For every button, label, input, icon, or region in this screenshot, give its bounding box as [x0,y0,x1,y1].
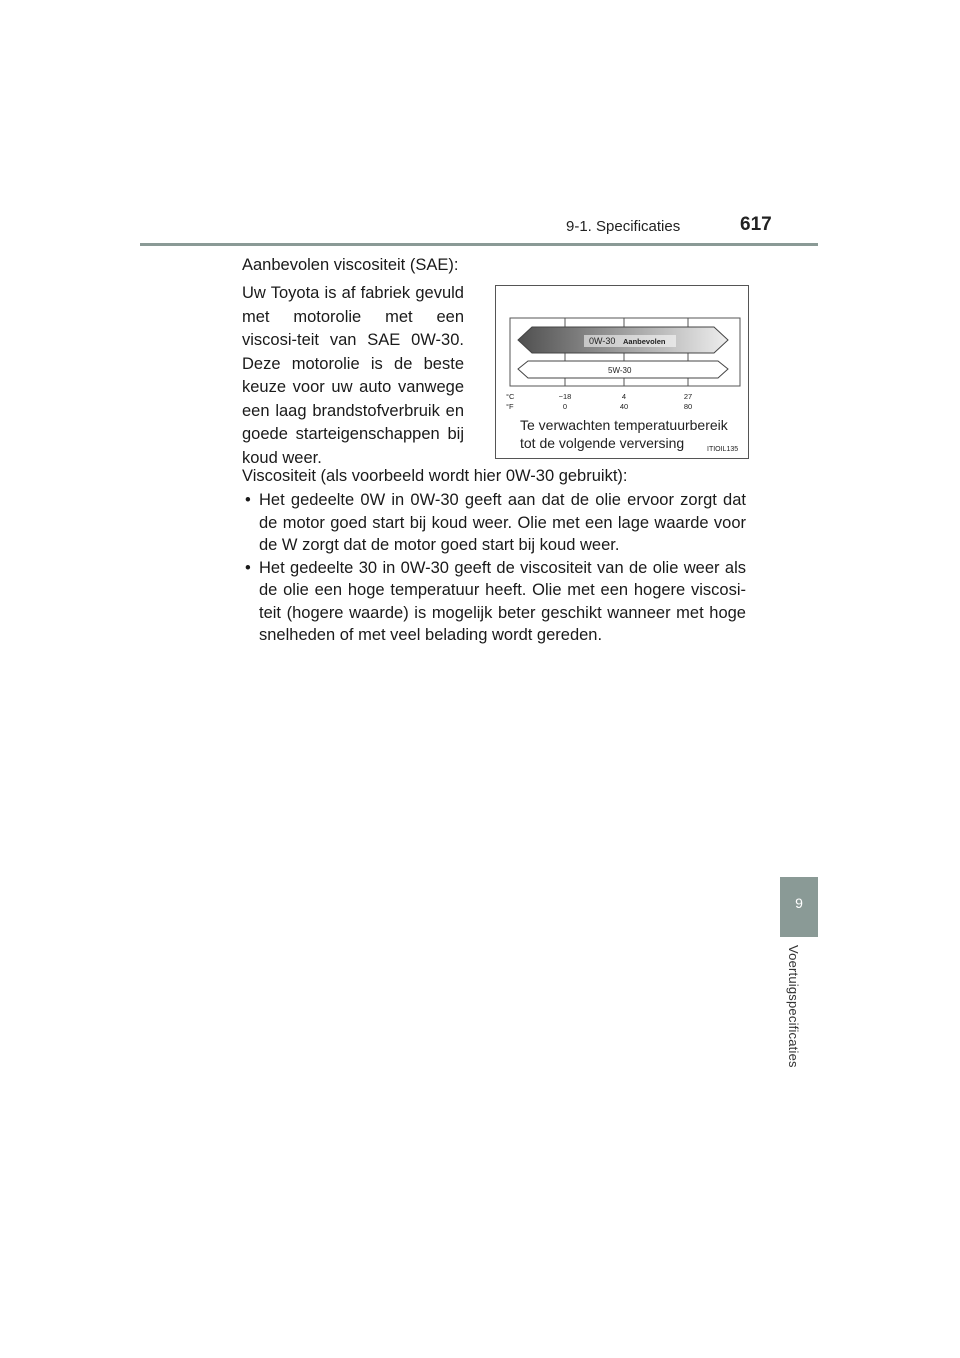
tick-c-2: 27 [683,392,693,401]
page-number: 617 [740,214,772,235]
bullet-mark: • [245,491,251,509]
figure-caption [520,416,728,452]
chapter-tab-label: Voertuigspecificaties [786,945,801,1068]
list-item [242,557,746,647]
viscosity-bullet-list [242,489,746,647]
bullet-mark: • [245,558,251,577]
tick-f-2: 80 [683,402,693,411]
unit-fahrenheit: °F [506,402,514,411]
viscosity-figure [495,285,749,459]
bullet-text-30: Het gedeelte 30 in 0W-30 geeft de viscositeit van de olie weer als de olie een hoge temperatuur heeft. Olie met een hogere viscosi-teit (hogere waarde) is mogelijk beter geschikt wanneer met hoge snelheden of met veel belading wordt gereden. [259,558,746,644]
tick-f-0: 0 [562,402,568,411]
unit-celsius: °C [506,392,515,401]
tick-f-1: 40 [619,402,629,411]
figure-caption-line1: Te verwachten temperatuurbereik [520,417,728,433]
chapter-tab-number: 9 [795,895,803,911]
list-item [242,489,746,557]
section-heading: Aanbevolen viscositeit (SAE): [242,256,459,274]
chapter-tab[interactable] [780,877,818,937]
bullet-text-0w: Het gedeelte 0W in 0W-30 geeft aan dat de olie ervoor zorgt dat de motor goed start bij koud weer. Olie met een lage waarde voor de W zorgt dat de motor goed start bij koud weer. [259,491,746,554]
intro-paragraph: Uw Toyota is af fabriek gevuld met motorolie met een viscosi-teit van SAE 0W-30. Deze motorolie is de beste keuze voor uw auto vanwege een laag brandstofverbruik en goede starteigenschappen bij koud weer. [242,284,464,467]
arrow-0w30-note: Aanbevolen [623,337,666,346]
figure-caption-line2: tot de volgende verversing [520,435,685,451]
arrow-5w30-label: 5W-30 [608,366,632,375]
viscosity-intro: Viscositeit (als voorbeeld wordt hier 0W-30 gebruikt): [242,467,628,485]
header-divider [140,243,818,246]
header-section-title: 9-1. Specificaties [566,218,681,235]
tick-c-0: −18 [558,392,572,401]
arrow-0w30-label: 0W-30 [589,336,616,346]
tick-c-1: 4 [621,392,627,401]
figure-code: ITIOIL135 [707,446,739,453]
